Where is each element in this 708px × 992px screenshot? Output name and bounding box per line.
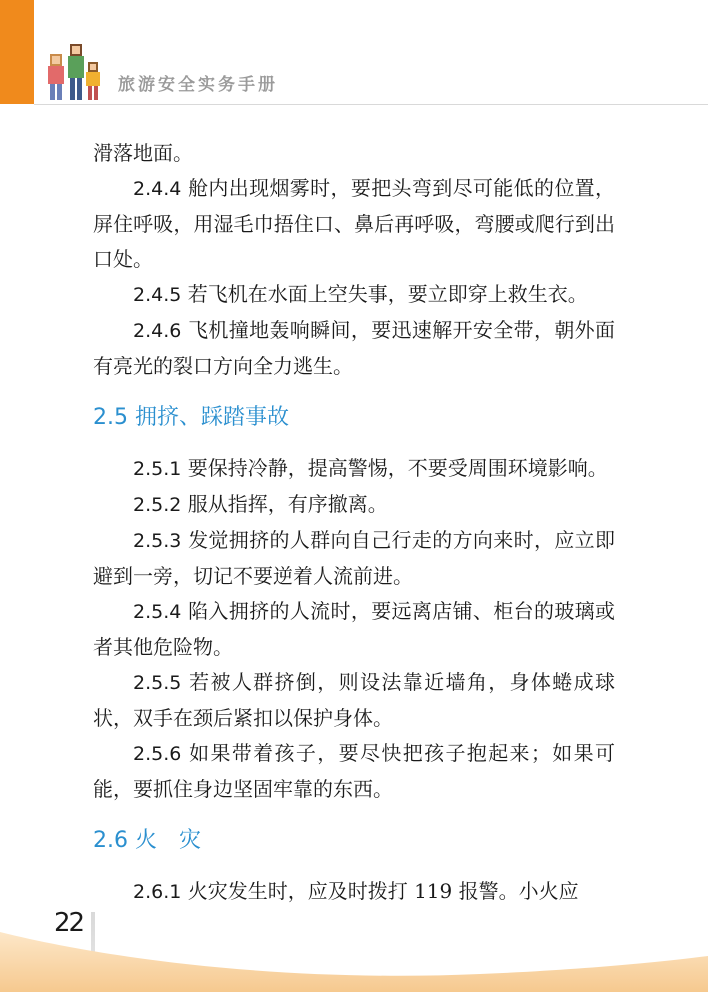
item-number: 2.5.5 (133, 672, 182, 694)
paragraph-text: 滑落地面。 (93, 141, 193, 165)
section-number: 2.6 (93, 828, 128, 853)
paragraph (93, 523, 615, 594)
item-number: 2.4.5 (133, 284, 182, 306)
paragraph (93, 874, 615, 910)
section-title: 拥挤、踩踏事故 (135, 405, 290, 430)
section-number: 2.5 (93, 405, 128, 430)
paragraph-text: 如果带着孩子，要尽快把孩子抱起来；如果可能，要抓住身边坚固牢靠的东西。 (93, 741, 616, 801)
section-heading (93, 823, 615, 858)
footer-wave-decoration (0, 922, 708, 992)
section-title: 火 灾 (135, 828, 202, 853)
item-number: 2.5.1 (133, 458, 182, 480)
paragraph-text: 火灾发生时，应及时拨打 119 报警。小火应 (187, 879, 579, 903)
paragraph (93, 136, 615, 171)
header-divider (34, 104, 708, 105)
paragraph-text: 要保持冷静，提高警惕，不要受周围环境影响。 (187, 456, 608, 480)
paragraph-text: 飞机撞地轰响瞬间，要迅速解开安全带，朝外面有亮光的裂口方向全力逃生。 (93, 318, 616, 378)
section-heading (93, 400, 615, 435)
family-illustration-icon (46, 40, 108, 104)
item-number: 2.4.6 (133, 320, 182, 342)
header-accent-bar (0, 0, 34, 104)
item-number: 2.5.3 (133, 530, 182, 552)
item-number: 2.5.4 (133, 601, 182, 623)
paragraph (93, 665, 615, 736)
paragraph (93, 277, 615, 313)
page-number: 22 (54, 908, 84, 938)
book-title: 旅游安全实务手册 (118, 75, 278, 95)
paragraph (93, 736, 615, 807)
paragraph (93, 171, 615, 277)
page-body (93, 136, 615, 910)
paragraph (93, 451, 615, 487)
item-number: 2.4.4 (133, 178, 182, 200)
paragraph (93, 313, 615, 384)
item-number: 2.5.6 (133, 743, 182, 765)
paragraph-text: 若飞机在水面上空失事，要立即穿上救生衣。 (187, 282, 588, 306)
item-number: 2.6.1 (133, 881, 182, 903)
paragraph-text: 若被人群挤倒，则设法靠近墙角，身体蜷成球状，双手在颈后紧扣以保护身体。 (93, 670, 616, 730)
item-number: 2.5.2 (133, 494, 182, 516)
paragraph (93, 594, 615, 665)
paragraph-text: 舱内出现烟雾时，要把头弯到尽可能低的位置，屏住呼吸，用湿毛巾捂住口、鼻后再呼吸，弯腰或爬行到出口处。 (93, 176, 616, 271)
paragraph (93, 487, 615, 523)
paragraph-text: 陷入拥挤的人流时，要远离店铺、柜台的玻璃或者其他危险物。 (93, 599, 616, 659)
paragraph-text: 发觉拥挤的人群向自己行走的方向来时，应立即避到一旁，切记不要逆着人流前进。 (93, 528, 616, 588)
paragraph-text: 服从指挥，有序撤离。 (187, 492, 388, 516)
